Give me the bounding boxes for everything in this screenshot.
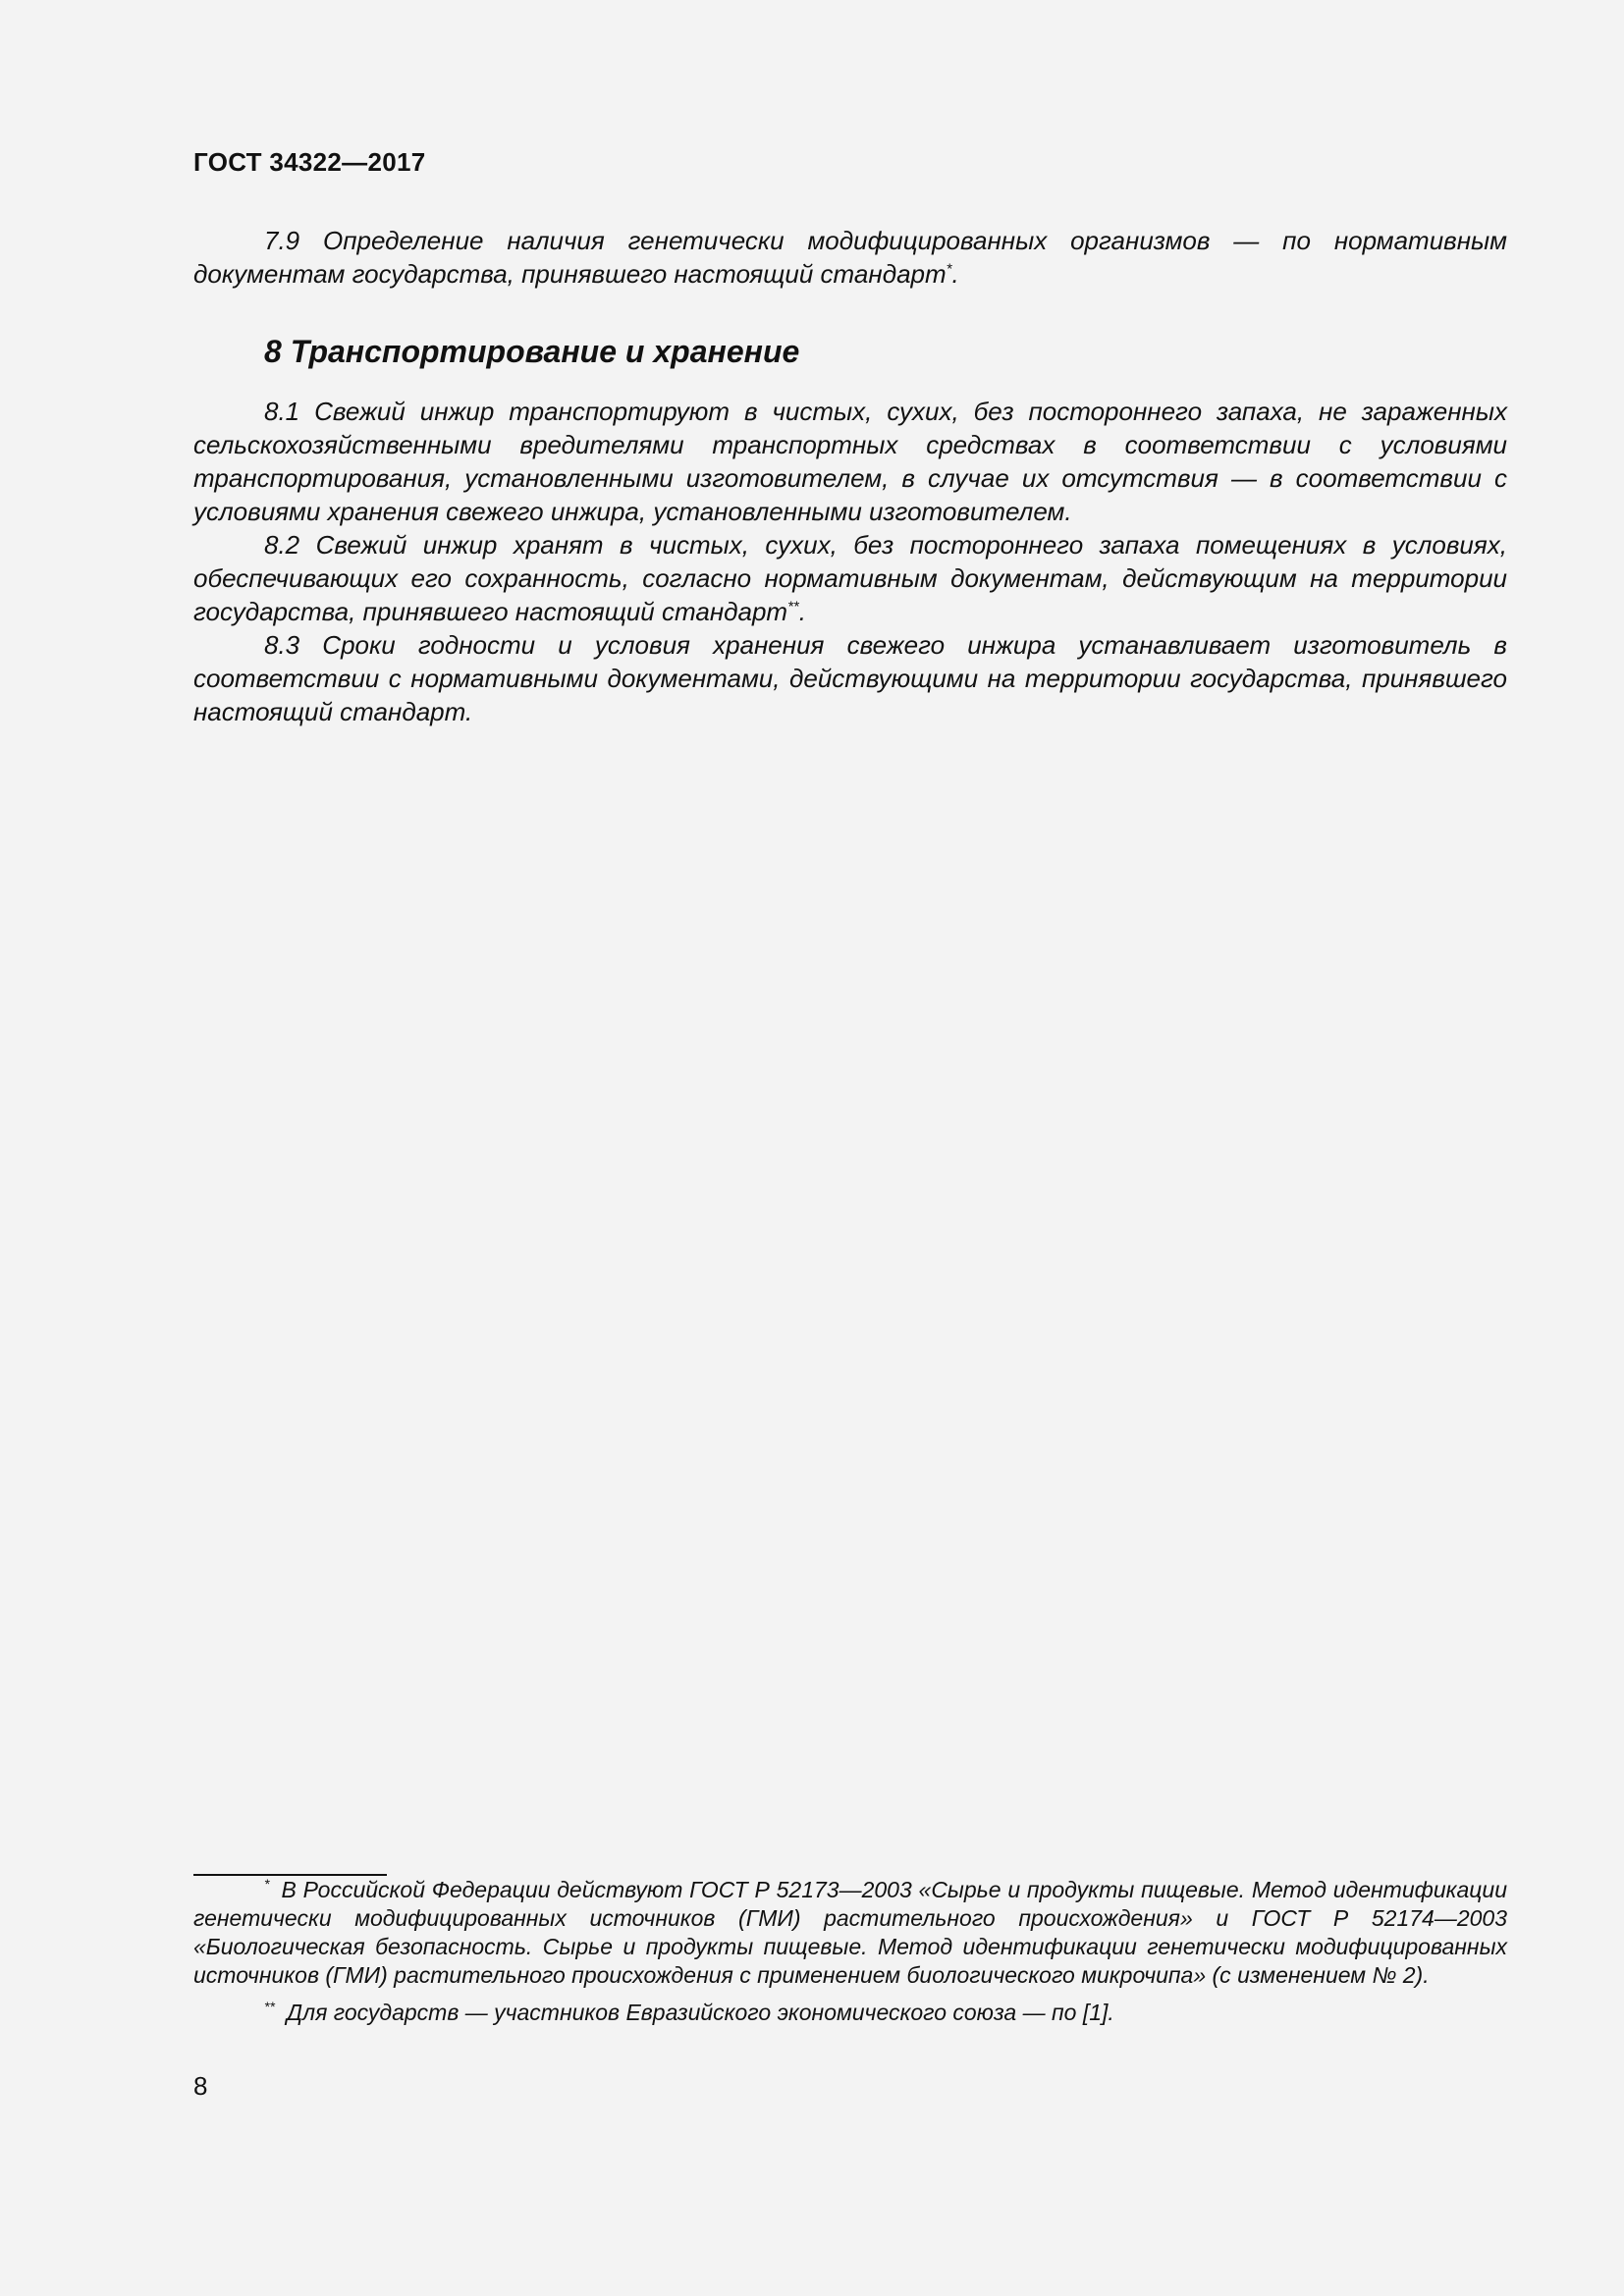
footnote-2-text: Для государств — участников Евразийского экономического союза — по [1]. bbox=[286, 2000, 1114, 2025]
footnote-1-text: В Российской Федерации действуют ГОСТ Р 52173—2003 «Сырье и продукты пищевые. Метод идентификации генетически модифицированных источников (ГМИ) растительного происхождения» и ГОСТ Р 52174—2003 «Биологическая безопасность. Сырье и продукты пищевые. Метод идентификации генетически модифицированных источников (ГМИ) растительного происхождения с применением биологического микрочипа» (с изменением № 2). bbox=[193, 1877, 1507, 1988]
clause-7-9-text: 7.9 Определение наличия генетически модифицированных организмов — по нормативным документам государства, принявшего настоящий стандарт bbox=[193, 226, 1507, 289]
footnote-2 bbox=[193, 1999, 1507, 2027]
clause-7-9 bbox=[193, 224, 1507, 291]
section-8-heading: 8 Транспортирование и хранение bbox=[264, 334, 800, 369]
clause-7-9-end: . bbox=[951, 259, 959, 289]
document-header-code: ГОСТ 34322—2017 bbox=[193, 147, 426, 177]
section-8-body bbox=[193, 395, 1507, 728]
footnote-ref-2[interactable]: ** bbox=[787, 598, 799, 615]
clause-8-3: 8.3 Сроки годности и условия хранения свежего инжира устанавливает изготовитель в соответствии с нормативными документами, действующими на территории государства, принявшего настоящий стандарт. bbox=[193, 630, 1507, 726]
footnote-1 bbox=[193, 1876, 1507, 1990]
footnotes-block bbox=[193, 1876, 1507, 2027]
footnote-2-mark: ** bbox=[264, 1999, 275, 2015]
clause-8-1: 8.1 Свежий инжир транспортируют в чистых, сухих, без постороннего запаха, не зараженных сельскохозяйственными вредителями транспортных средствах в соответствии с условиями транспортирования, установленными изготовителем, в случае их отсутствия — в соответствии с условиями хранения свежего инжира, установленными изготовителем. bbox=[193, 397, 1507, 526]
clause-7-9-block bbox=[193, 224, 1507, 291]
clause-8-2-end: . bbox=[798, 597, 806, 626]
page-number: 8 bbox=[193, 2071, 208, 2101]
clause-8-2 bbox=[193, 528, 1507, 628]
footnote-ref-1[interactable]: * bbox=[946, 260, 952, 278]
clause-8-2-text: 8.2 Свежий инжир хранят в чистых, сухих, без постороннего запаха помещениях в условиях, обеспечивающих его сохранность, согласно нормативным документам, действующим на территории государства, принявшего настоящий стандарт bbox=[193, 530, 1507, 626]
footnote-1-mark: * bbox=[264, 1876, 270, 1893]
